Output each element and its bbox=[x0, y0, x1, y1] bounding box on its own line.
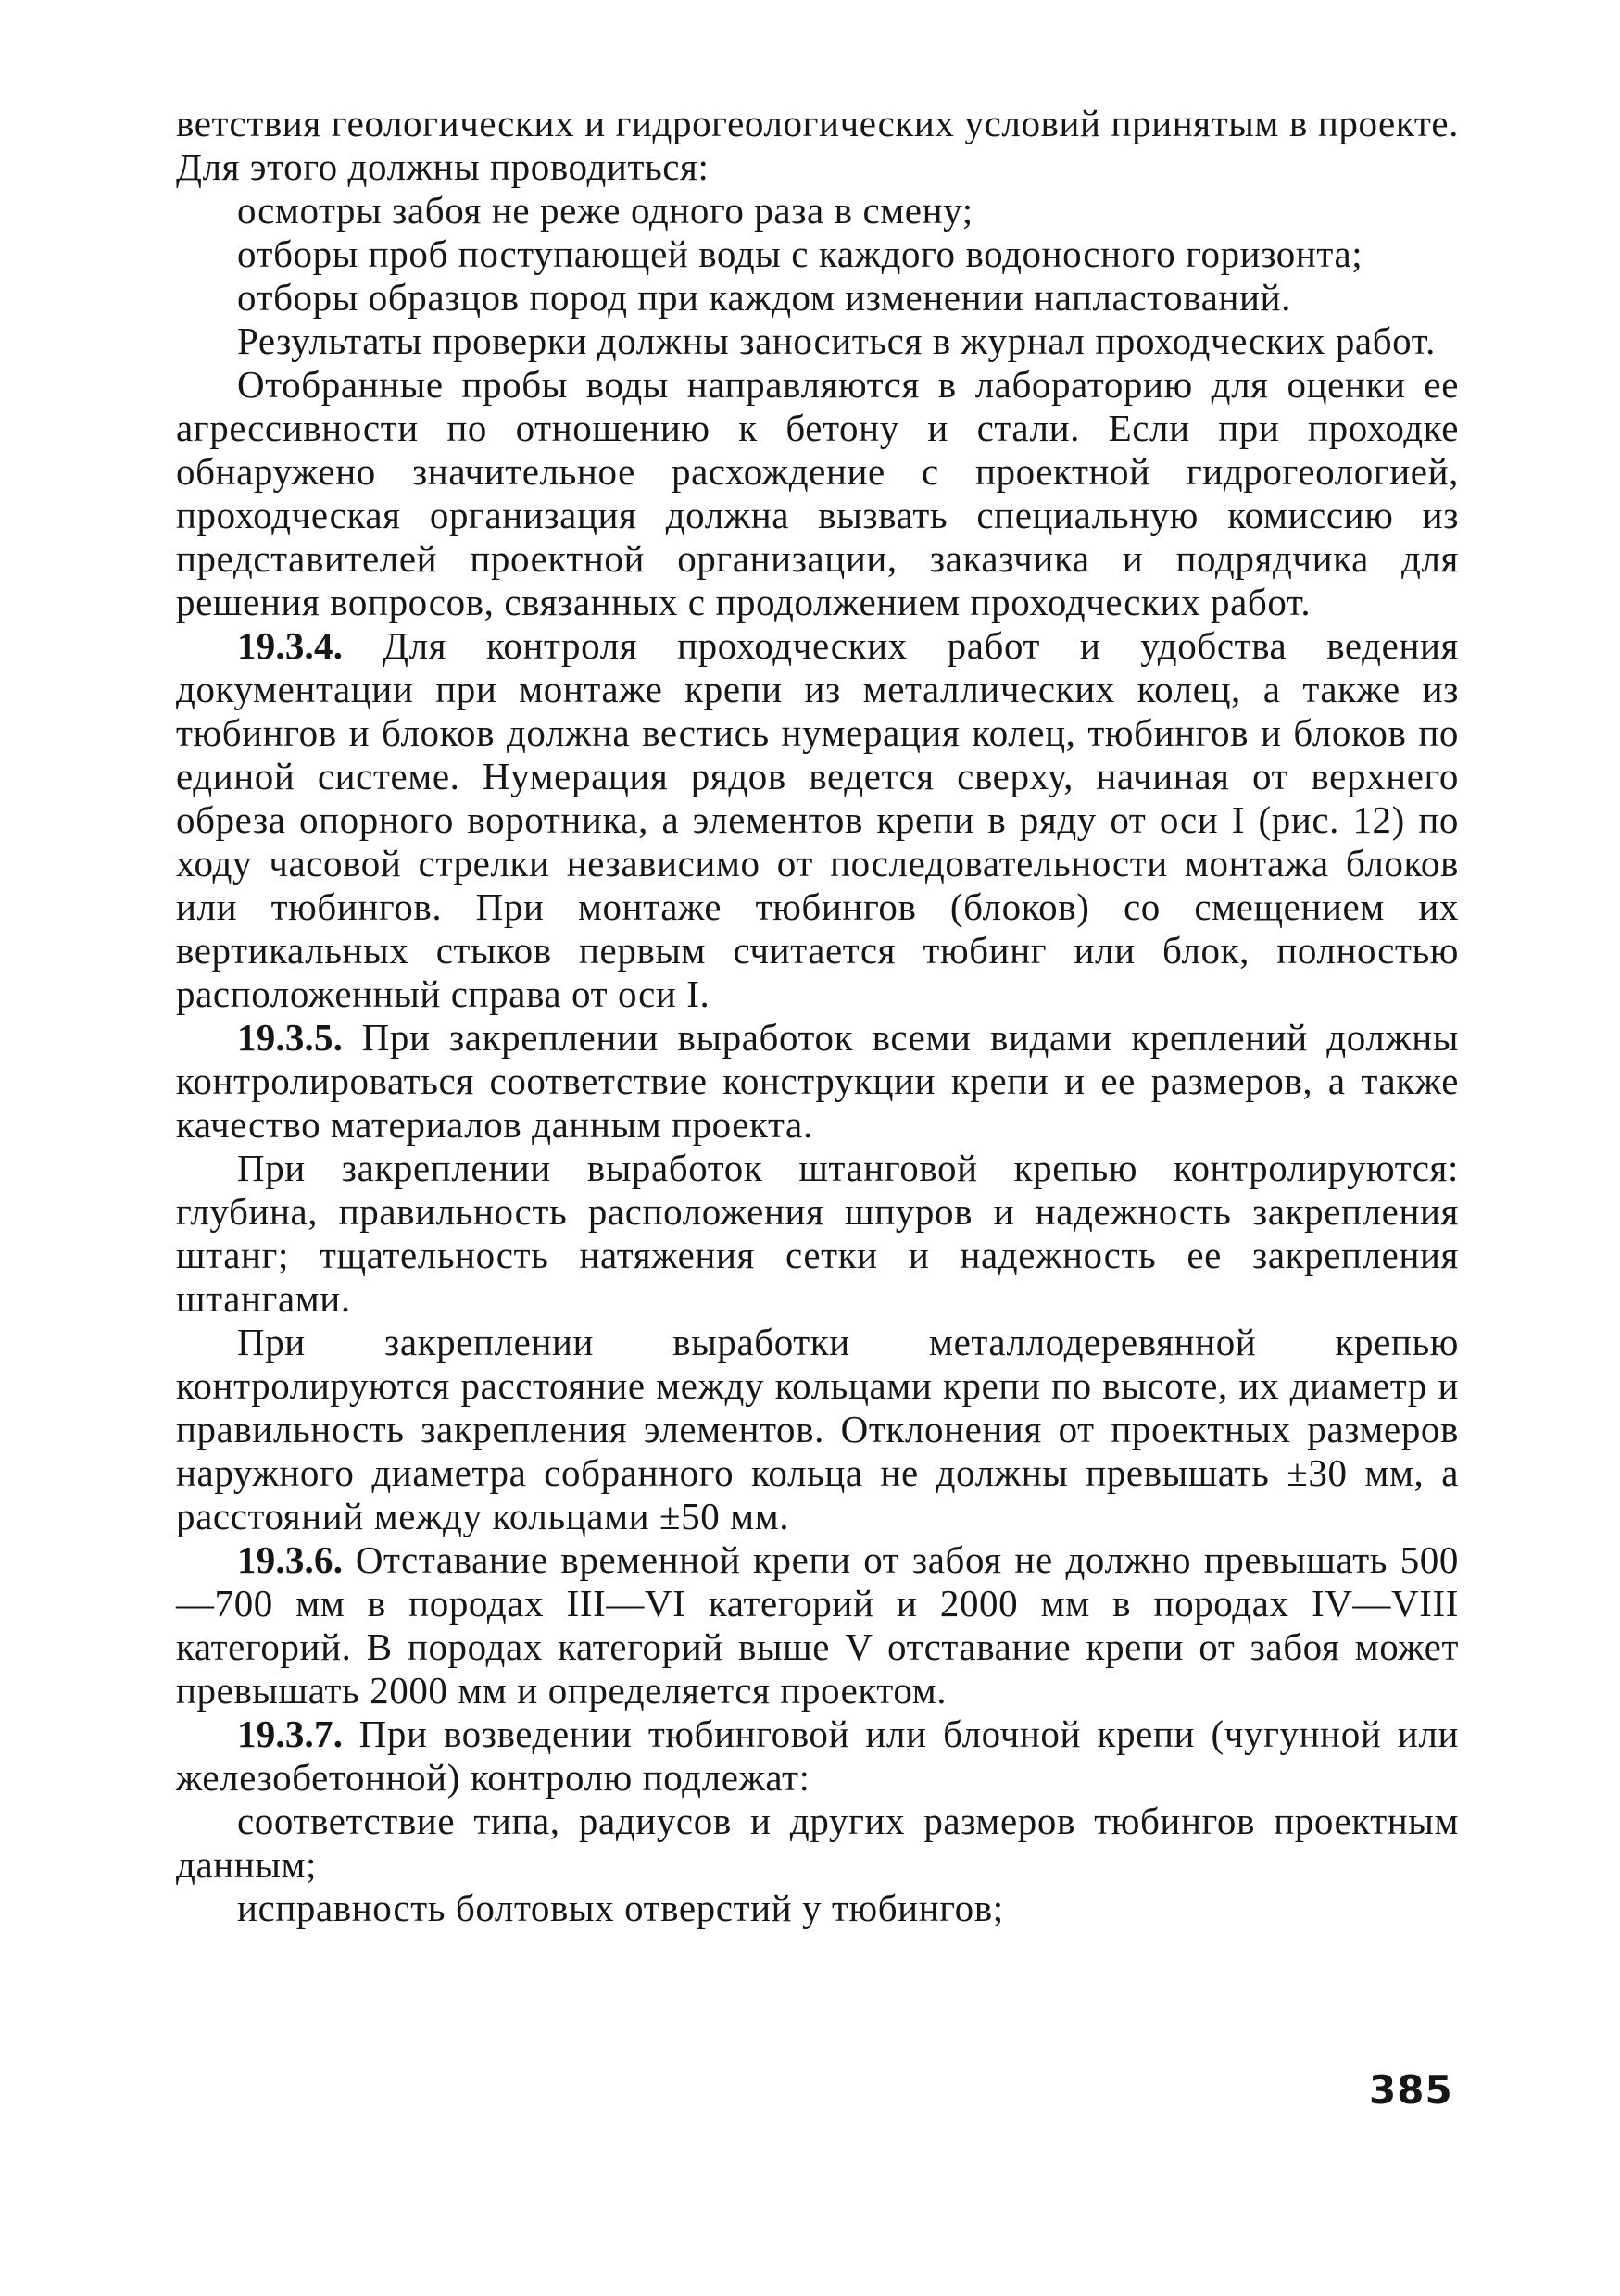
paragraph: Результаты проверки должны заноситься в журнал проходческих работ. bbox=[237, 320, 1437, 362]
paragraph: Отобранные пробы воды направляются в лабораторию для оценки ее агрессивности по отношению к бетону и стали. Если при проходке обнаружено значительное расхождение с проектной гидрогеологией, проходческая организация должна вызвать специальную комиссию из представителей проектной организации, заказчика и подрядчика для решения вопросов, связанных с продолжением проходческих работ. bbox=[176, 363, 1459, 623]
paragraph: При закреплении выработки металлодеревянной крепью контролируются расстояние между кольцами крепи по высоте, их диаметр и правильность закрепления элементов. Отклонения от проектных размеров наружного диаметра собранного кольца не должны превышать ±30 мм, а расстояний между кольцами ±50 мм. bbox=[176, 1321, 1459, 1537]
list-item: отборы проб поступающей воды с каждого водоносного горизонта; bbox=[237, 232, 1363, 275]
section-text: Отставание временной крепи от забоя не должно превышать 500—700 мм в породах III—VI категорий и 2000 мм в породах IV—VIII категорий. В породах категорий выше V отставание крепи от забоя может превышать 2000 мм и определяется проектом. bbox=[176, 1538, 1459, 1712]
paragraph: При закреплении выработок штанговой крепью контролируются: глубина, правильность расположения шпуров и надежность закрепления штанг; тщательность натяжения сетки и надежность ее закрепления штангами. bbox=[176, 1147, 1459, 1320]
paragraph-continuation: ветствия геологических и гидрогеологических условий принятым в проекте. Для этого должны проводиться: bbox=[176, 102, 1459, 188]
page-text bbox=[176, 102, 1459, 1930]
section-number: 19.3.7. bbox=[237, 1713, 344, 1755]
section-text: При возведении тюбинговой или блочной крепи (чугунной или железобетонной) контролю подлежат: bbox=[176, 1713, 1459, 1799]
section-number: 19.3.4. bbox=[237, 624, 344, 667]
list-item: исправность болтовых отверстий у тюбингов; bbox=[237, 1887, 1004, 1929]
section-paragraph bbox=[176, 624, 1459, 1016]
section-paragraph bbox=[176, 1713, 1459, 1800]
list-item: осмотры забоя не реже одного раза в смену; bbox=[237, 189, 973, 232]
section-paragraph bbox=[176, 1538, 1459, 1713]
list-item: отборы образцов пород при каждом изменении напластований. bbox=[237, 276, 1291, 319]
section-paragraph bbox=[176, 1016, 1459, 1147]
section-text: При закреплении выработок всеми видами креплений должны контролироваться соответствие конструкции крепи и ее размеров, а также качество материалов данным проекта. bbox=[176, 1016, 1459, 1146]
section-text: Для контроля проходческих работ и удобства ведения документации при монтаже крепи из металлических колец, а также из тюбингов и блоков должна вестись нумерация колец, тюбингов и блоков по единой системе. Нумерация рядов ведется сверху, начиная от верхнего обреза опорного воротника, а элементов крепи в ряду от оси I (рис. 12) по ходу часовой стрелки независимо от последовательности монтажа блоков или тюбингов. При монтаже тюбингов (блоков) со смещением их вертикальных стыков первым считается тюбинг или блок, полностью расположенный справа от оси I. bbox=[176, 624, 1459, 1015]
section-number: 19.3.5. bbox=[237, 1016, 344, 1059]
page-number: 385 bbox=[1369, 2067, 1453, 2113]
section-number: 19.3.6. bbox=[237, 1538, 344, 1581]
list-item: соответствие типа, радиусов и других размеров тюбингов проектным данным; bbox=[176, 1800, 1459, 1886]
